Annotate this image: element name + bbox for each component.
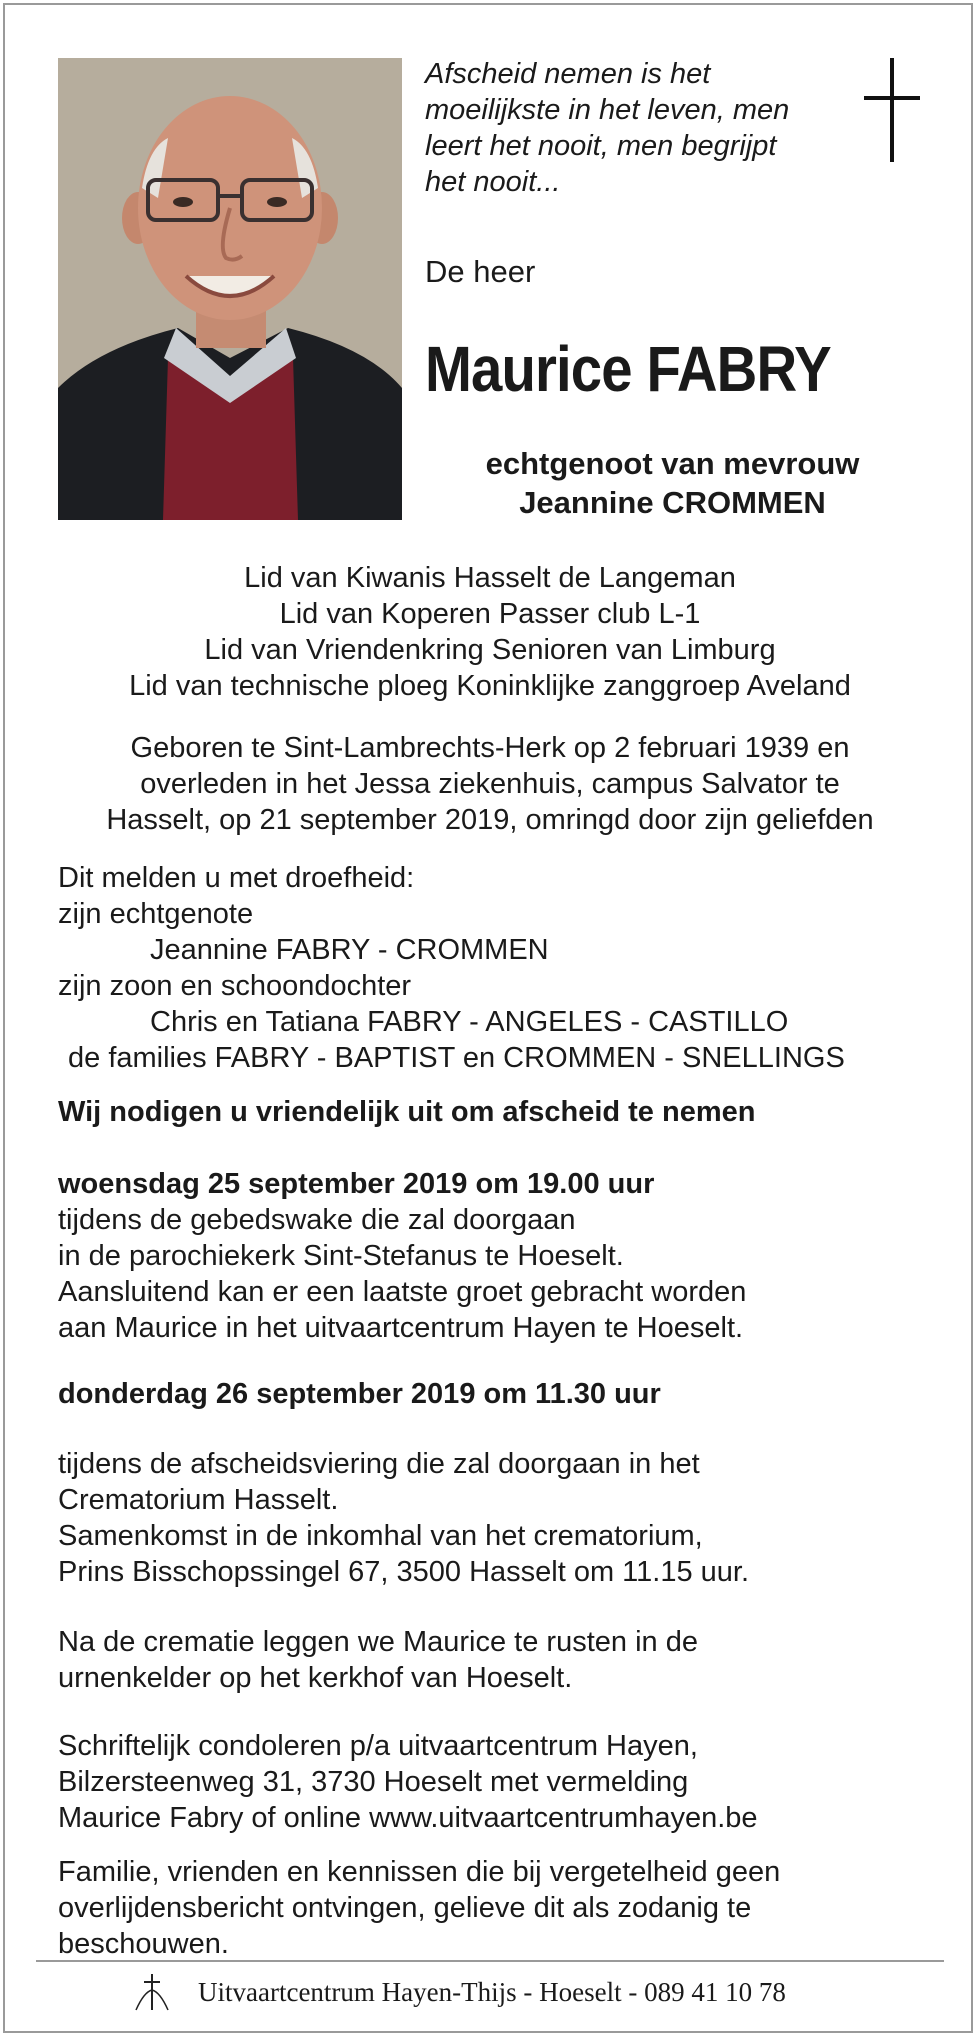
deceased-name: Maurice FABRY	[425, 333, 831, 405]
families: de families FABRY - BAPTIST en CROMMEN - SNELLINGS	[68, 1042, 845, 1074]
poem-line: leert het nooit, men begrijpt	[425, 130, 777, 162]
spouse-block	[425, 444, 920, 522]
wife-name: Jeannine FABRY - CROMMEN	[150, 934, 549, 966]
notice-section	[58, 1854, 938, 1962]
birth-line: Geboren te Sint-Lambrechts-Herk op 2 februari 1939 en	[130, 732, 850, 764]
wake-line: aan Maurice in het uitvaartcentrum Hayen te Hoeselt.	[58, 1312, 744, 1344]
condolence-line: Schriftelijk condoleren p/a uitvaartcentrum Hayen,	[58, 1730, 698, 1762]
wake-date: woensdag 25 september 2019 om 19.00 uur	[58, 1168, 655, 1200]
membership-item: Lid van Vriendenkring Senioren van Limburg	[204, 634, 776, 666]
son-names: Chris en Tatiana FABRY - ANGELES - CASTILLO	[150, 1006, 789, 1038]
notice-line: beschouwen.	[58, 1928, 229, 1960]
birth-death-details	[40, 730, 940, 838]
condolence-line: Maurice Fabry of online www.uitvaartcentrumhayen.be	[58, 1802, 758, 1834]
cross-icon	[862, 58, 922, 162]
rest-line: urnenkelder op het kerkhof van Hoeselt.	[58, 1662, 573, 1694]
footer-divider	[36, 1960, 944, 1962]
notice-line: overlijdensbericht ontvingen, gelieve dit als zodanig te	[58, 1892, 752, 1924]
ceremony-line: Samenkomst in de inkomhal van het crematorium,	[58, 1520, 703, 1552]
wife-label: zijn echtgenote	[58, 898, 254, 930]
memberships	[40, 560, 940, 704]
son-label: zijn zoon en schoondochter	[58, 970, 412, 1002]
poem-line: moeilijkste in het leven, men	[425, 94, 790, 126]
ceremony-section	[58, 1446, 938, 1590]
ceremony-line: Crematorium Hasselt.	[58, 1484, 339, 1516]
poem-line: Afscheid nemen is het	[425, 58, 711, 90]
rest-line: Na de crematie leggen we Maurice te rusten in de	[58, 1626, 698, 1658]
funeral-home-logo-icon	[130, 1970, 174, 2014]
salutation: De heer	[425, 254, 536, 289]
poem-line: het nooit...	[425, 166, 561, 198]
birth-line: overleden in het Jessa ziekenhuis, campus Salvator te	[140, 768, 840, 800]
wake-line: Aansluitend kan er een laatste groet gebracht worden	[58, 1276, 747, 1308]
birth-line: Hasselt, op 21 september 2019, omringd door zijn geliefden	[106, 804, 874, 836]
spouse-line: Jeannine CROMMEN	[519, 485, 826, 520]
condolence-section	[58, 1728, 938, 1836]
footer	[130, 1970, 786, 2014]
membership-item: Lid van Koperen Passer club L-1	[279, 598, 701, 630]
membership-item: Lid van technische ploeg Koninklijke zanggroep Aveland	[129, 670, 851, 702]
family-intro: Dit melden u met droefheid:	[58, 862, 415, 894]
ceremony-date: donderdag 26 september 2019 om 11.30 uur	[58, 1378, 661, 1410]
invitation: Wij nodigen u vriendelijk uit om afscheid te nemen	[58, 1096, 756, 1128]
condolence-line: Bilzersteenweg 31, 3730 Hoeselt met vermelding	[58, 1766, 689, 1798]
wake-line: in de parochiekerk Sint-Stefanus te Hoeselt.	[58, 1240, 624, 1272]
family-announcement	[58, 860, 938, 1076]
farewell-poem	[425, 56, 825, 200]
rest-section	[58, 1624, 938, 1696]
wake-line: tijdens de gebedswake die zal doorgaan	[58, 1204, 576, 1236]
wake-section	[58, 1166, 938, 1346]
ceremony-line: tijdens de afscheidsviering die zal doorgaan in het	[58, 1448, 700, 1480]
spouse-line: echtgenoot van mevrouw	[485, 446, 860, 481]
membership-item: Lid van Kiwanis Hasselt de Langeman	[244, 562, 736, 594]
notice-line: Familie, vrienden en kennissen die bij vergetelheid geen	[58, 1856, 781, 1888]
ceremony-line: Prins Bisschopssingel 67, 3500 Hasselt om 11.15 uur.	[58, 1556, 750, 1588]
portrait-photo	[58, 58, 402, 520]
footer-contact: Uitvaartcentrum Hayen-Thijs - Hoeselt - 089 41 10 78	[198, 1976, 786, 2007]
